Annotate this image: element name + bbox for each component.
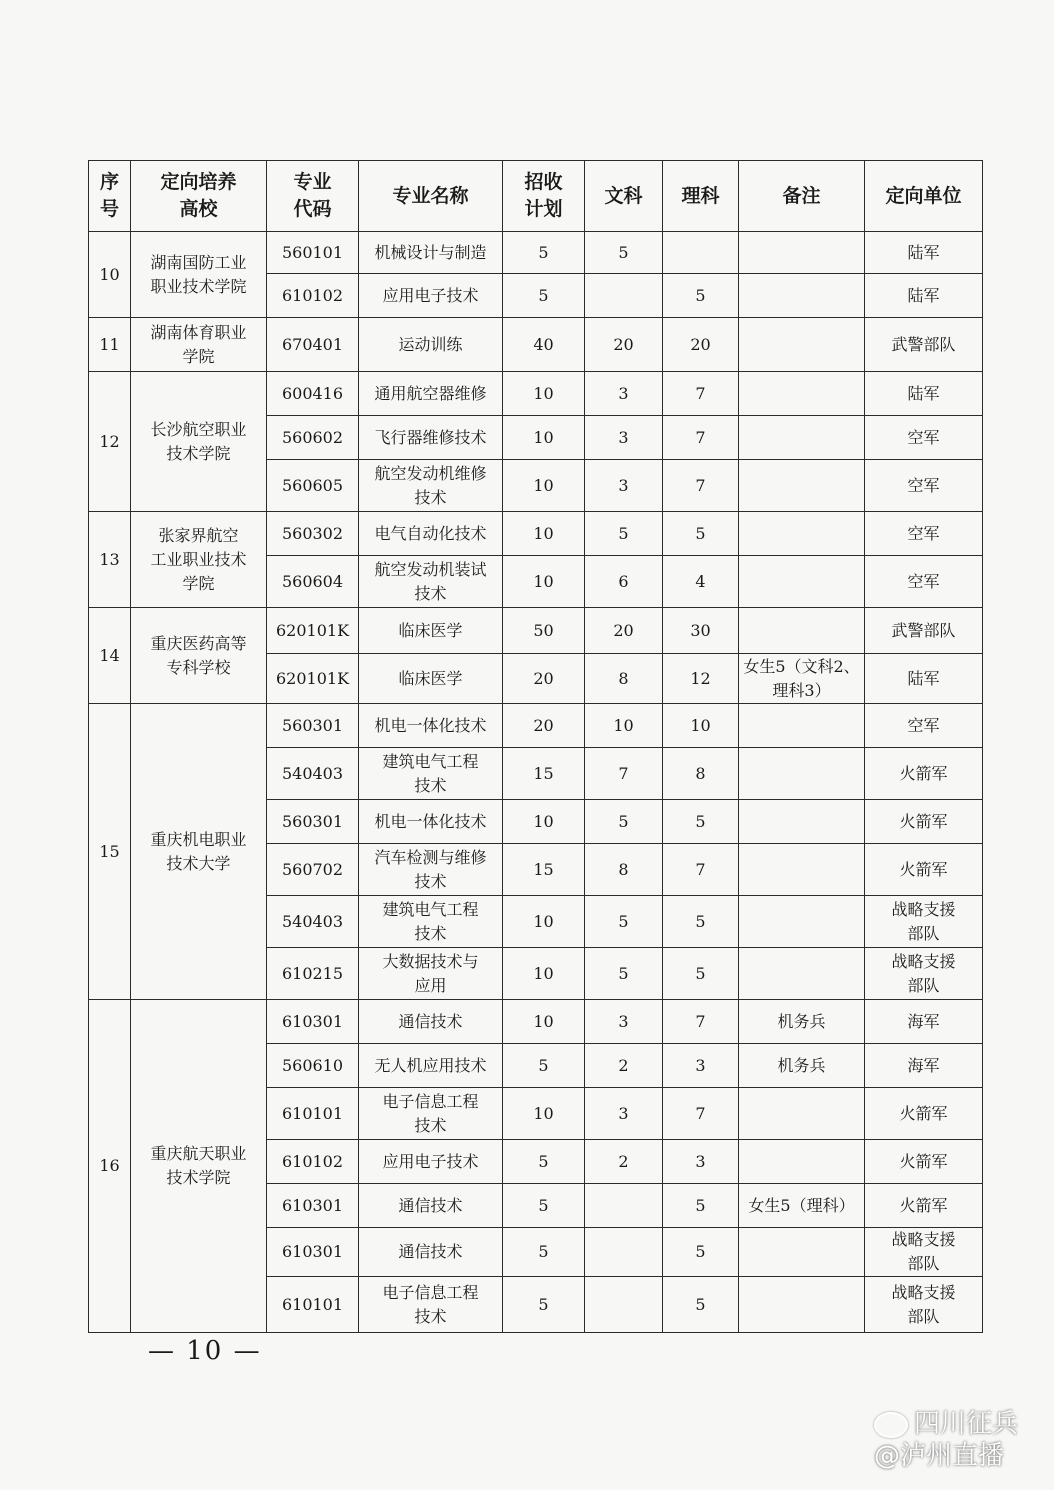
cell-code: 610101 xyxy=(267,1277,359,1333)
cell-arts: 8 xyxy=(585,654,663,704)
cell-major: 机械设计与制造 xyxy=(359,232,503,274)
cell-note xyxy=(739,748,865,800)
cell-note xyxy=(739,416,865,460)
cell-code: 610301 xyxy=(267,1000,359,1044)
cell-major: 应用电子技术 xyxy=(359,274,503,318)
cell-plan: 15 xyxy=(503,844,585,896)
cell-science: 10 xyxy=(663,704,739,748)
cell-code: 610102 xyxy=(267,274,359,318)
cell-note xyxy=(739,460,865,512)
header-seq: 序 号 xyxy=(89,161,131,232)
cell-unit: 战略支援 部队 xyxy=(865,1228,983,1277)
cell-note xyxy=(739,232,865,274)
cell-note: 女生5（文科2、 理科3） xyxy=(739,654,865,704)
cell-note xyxy=(739,844,865,896)
cell-unit: 陆军 xyxy=(865,654,983,704)
cell-science: 7 xyxy=(663,1000,739,1044)
cell-note xyxy=(739,274,865,318)
cell-major: 机电一体化技术 xyxy=(359,800,503,844)
cell-note xyxy=(739,608,865,654)
cell-school: 重庆医药高等 专科学校 xyxy=(131,608,267,704)
cell-science: 7 xyxy=(663,460,739,512)
cell-unit: 武警部队 xyxy=(865,318,983,372)
cell-major: 建筑电气工程 技术 xyxy=(359,748,503,800)
cell-arts: 20 xyxy=(585,608,663,654)
table-row xyxy=(89,232,983,274)
cell-plan: 20 xyxy=(503,704,585,748)
cell-science: 5 xyxy=(663,1277,739,1333)
cell-plan: 10 xyxy=(503,416,585,460)
cell-school: 湖南体育职业 学院 xyxy=(131,318,267,372)
cell-plan: 10 xyxy=(503,512,585,556)
header-arts: 文科 xyxy=(585,161,663,232)
table-row xyxy=(89,372,983,416)
cell-plan: 5 xyxy=(503,232,585,274)
cell-unit: 空军 xyxy=(865,512,983,556)
cell-note: 女生5（理科） xyxy=(739,1184,865,1228)
cell-code: 600416 xyxy=(267,372,359,416)
cell-code: 610215 xyxy=(267,948,359,1000)
cell-code: 620101K xyxy=(267,654,359,704)
cell-arts xyxy=(585,274,663,318)
cell-science: 5 xyxy=(663,896,739,948)
header-major: 专业名称 xyxy=(359,161,503,232)
cell-note: 机务兵 xyxy=(739,1044,865,1088)
cell-plan: 5 xyxy=(503,1228,585,1277)
cell-major: 通信技术 xyxy=(359,1000,503,1044)
cell-code: 560702 xyxy=(267,844,359,896)
cell-unit: 战略支援 部队 xyxy=(865,948,983,1000)
watermark-line1: 四川征兵 xyxy=(913,1409,1018,1439)
header-school: 定向培养 高校 xyxy=(131,161,267,232)
cell-note xyxy=(739,556,865,608)
cell-unit: 火箭军 xyxy=(865,1140,983,1184)
cell-plan: 15 xyxy=(503,748,585,800)
cell-arts: 5 xyxy=(585,948,663,1000)
cell-plan: 10 xyxy=(503,460,585,512)
cell-major: 大数据技术与 应用 xyxy=(359,948,503,1000)
page-number: — 10 — xyxy=(148,1336,262,1366)
cell-science: 5 xyxy=(663,512,739,556)
cell-unit: 空军 xyxy=(865,460,983,512)
cell-code: 610102 xyxy=(267,1140,359,1184)
cell-unit: 海军 xyxy=(865,1044,983,1088)
cell-science: 3 xyxy=(663,1044,739,1088)
cell-science: 3 xyxy=(663,1140,739,1184)
cell-code: 540403 xyxy=(267,896,359,948)
enrollment-table xyxy=(88,160,983,1333)
cell-unit: 火箭军 xyxy=(865,1088,983,1140)
cell-plan: 10 xyxy=(503,896,585,948)
cell-arts: 3 xyxy=(585,1088,663,1140)
cell-unit: 火箭军 xyxy=(865,800,983,844)
cell-school: 长沙航空职业 技术学院 xyxy=(131,372,267,512)
cell-plan: 10 xyxy=(503,372,585,416)
cell-seq: 13 xyxy=(89,512,131,608)
cell-seq: 11 xyxy=(89,318,131,372)
cell-school: 重庆航天职业 技术学院 xyxy=(131,1000,267,1333)
cell-code: 560602 xyxy=(267,416,359,460)
cell-note: 机务兵 xyxy=(739,1000,865,1044)
cell-science: 5 xyxy=(663,1228,739,1277)
cell-code: 560101 xyxy=(267,232,359,274)
cell-arts: 3 xyxy=(585,460,663,512)
cell-major: 航空发动机装试 技术 xyxy=(359,556,503,608)
cell-science: 8 xyxy=(663,748,739,800)
cell-unit: 火箭军 xyxy=(865,844,983,896)
cell-note xyxy=(739,1277,865,1333)
cell-school: 重庆机电职业 技术大学 xyxy=(131,704,267,1000)
header-science: 理科 xyxy=(663,161,739,232)
cell-science: 30 xyxy=(663,608,739,654)
cell-unit: 火箭军 xyxy=(865,1184,983,1228)
cell-plan: 5 xyxy=(503,1044,585,1088)
cell-unit: 海军 xyxy=(865,1000,983,1044)
cell-science: 7 xyxy=(663,416,739,460)
cell-major: 无人机应用技术 xyxy=(359,1044,503,1088)
cell-note xyxy=(739,318,865,372)
cell-arts: 10 xyxy=(585,704,663,748)
header-code: 专业 代码 xyxy=(267,161,359,232)
cell-science: 7 xyxy=(663,372,739,416)
cell-science: 5 xyxy=(663,274,739,318)
cell-science: 5 xyxy=(663,1184,739,1228)
table-row xyxy=(89,1000,983,1044)
cell-arts: 8 xyxy=(585,844,663,896)
header-note: 备注 xyxy=(739,161,865,232)
cell-science: 12 xyxy=(663,654,739,704)
cell-plan: 5 xyxy=(503,1277,585,1333)
cell-arts: 6 xyxy=(585,556,663,608)
cell-arts: 5 xyxy=(585,800,663,844)
cell-plan: 20 xyxy=(503,654,585,704)
cell-arts: 5 xyxy=(585,232,663,274)
cell-major: 飞行器维修技术 xyxy=(359,416,503,460)
cell-plan: 10 xyxy=(503,1000,585,1044)
cell-plan: 5 xyxy=(503,274,585,318)
cell-code: 620101K xyxy=(267,608,359,654)
cell-seq: 16 xyxy=(89,1000,131,1333)
cell-code: 540403 xyxy=(267,748,359,800)
cell-note xyxy=(739,512,865,556)
cell-note xyxy=(739,372,865,416)
cell-science: 5 xyxy=(663,948,739,1000)
cell-major: 通信技术 xyxy=(359,1228,503,1277)
cell-major: 通信技术 xyxy=(359,1184,503,1228)
cell-major: 汽车检测与维修 技术 xyxy=(359,844,503,896)
cell-unit: 空军 xyxy=(865,704,983,748)
cell-science: 7 xyxy=(663,1088,739,1140)
cell-unit: 陆军 xyxy=(865,274,983,318)
cell-note xyxy=(739,1088,865,1140)
cell-code: 560301 xyxy=(267,800,359,844)
table-body xyxy=(89,232,983,1333)
cell-code: 670401 xyxy=(267,318,359,372)
cell-plan: 50 xyxy=(503,608,585,654)
cell-code: 610301 xyxy=(267,1184,359,1228)
cell-science xyxy=(663,232,739,274)
cell-major: 机电一体化技术 xyxy=(359,704,503,748)
watermark xyxy=(874,1408,1018,1472)
cell-arts: 3 xyxy=(585,372,663,416)
cell-major: 运动训练 xyxy=(359,318,503,372)
cell-unit: 武警部队 xyxy=(865,608,983,654)
cell-unit: 战略支援 部队 xyxy=(865,1277,983,1333)
cell-unit: 陆军 xyxy=(865,372,983,416)
cell-arts: 2 xyxy=(585,1044,663,1088)
cell-code: 560605 xyxy=(267,460,359,512)
cell-plan: 10 xyxy=(503,948,585,1000)
cell-arts: 2 xyxy=(585,1140,663,1184)
cell-seq: 10 xyxy=(89,232,131,318)
table-header xyxy=(89,161,983,232)
cell-science: 5 xyxy=(663,800,739,844)
cell-code: 610301 xyxy=(267,1228,359,1277)
cell-major: 电子信息工程 技术 xyxy=(359,1088,503,1140)
table-row xyxy=(89,512,983,556)
cell-arts: 7 xyxy=(585,748,663,800)
cell-science: 7 xyxy=(663,844,739,896)
table-row xyxy=(89,704,983,748)
cell-seq: 14 xyxy=(89,608,131,704)
cell-seq: 12 xyxy=(89,372,131,512)
cell-arts: 3 xyxy=(585,416,663,460)
cell-major: 电气自动化技术 xyxy=(359,512,503,556)
header-plan: 招收 计划 xyxy=(503,161,585,232)
cell-major: 通用航空器维修 xyxy=(359,372,503,416)
cell-school: 湖南国防工业 职业技术学院 xyxy=(131,232,267,318)
cell-seq: 15 xyxy=(89,704,131,1000)
cell-note xyxy=(739,948,865,1000)
cell-plan: 10 xyxy=(503,556,585,608)
cell-plan: 10 xyxy=(503,1088,585,1140)
watermark-line2: @泸州直播 xyxy=(873,1441,1004,1471)
cell-code: 560302 xyxy=(267,512,359,556)
cell-arts: 20 xyxy=(585,318,663,372)
cell-arts xyxy=(585,1277,663,1333)
cell-unit: 陆军 xyxy=(865,232,983,274)
cell-plan: 40 xyxy=(503,318,585,372)
cell-major: 建筑电气工程 技术 xyxy=(359,896,503,948)
cell-major: 应用电子技术 xyxy=(359,1140,503,1184)
cell-school: 张家界航空 工业职业技术 学院 xyxy=(131,512,267,608)
cell-major: 电子信息工程 技术 xyxy=(359,1277,503,1333)
cell-plan: 5 xyxy=(503,1140,585,1184)
cell-note xyxy=(739,704,865,748)
cell-code: 560604 xyxy=(267,556,359,608)
cell-plan: 10 xyxy=(503,800,585,844)
table-row xyxy=(89,608,983,654)
cell-note xyxy=(739,1228,865,1277)
cell-major: 临床医学 xyxy=(359,608,503,654)
cell-science: 4 xyxy=(663,556,739,608)
cell-arts: 5 xyxy=(585,896,663,948)
cell-arts: 3 xyxy=(585,1000,663,1044)
cell-unit: 空军 xyxy=(865,416,983,460)
cell-code: 560301 xyxy=(267,704,359,748)
cell-note xyxy=(739,800,865,844)
cell-code: 560610 xyxy=(267,1044,359,1088)
cell-major: 临床医学 xyxy=(359,654,503,704)
cell-code: 610101 xyxy=(267,1088,359,1140)
cell-unit: 火箭军 xyxy=(865,748,983,800)
cell-plan: 5 xyxy=(503,1184,585,1228)
cell-science: 20 xyxy=(663,318,739,372)
cell-note xyxy=(739,1140,865,1184)
cell-note xyxy=(739,896,865,948)
header-unit: 定向单位 xyxy=(865,161,983,232)
cell-unit: 战略支援 部队 xyxy=(865,896,983,948)
cell-unit: 空军 xyxy=(865,556,983,608)
table-row xyxy=(89,318,983,372)
cell-arts xyxy=(585,1184,663,1228)
cell-arts: 5 xyxy=(585,512,663,556)
cell-major: 航空发动机维修 技术 xyxy=(359,460,503,512)
cell-arts xyxy=(585,1228,663,1277)
weibo-logo-icon xyxy=(874,1412,908,1438)
